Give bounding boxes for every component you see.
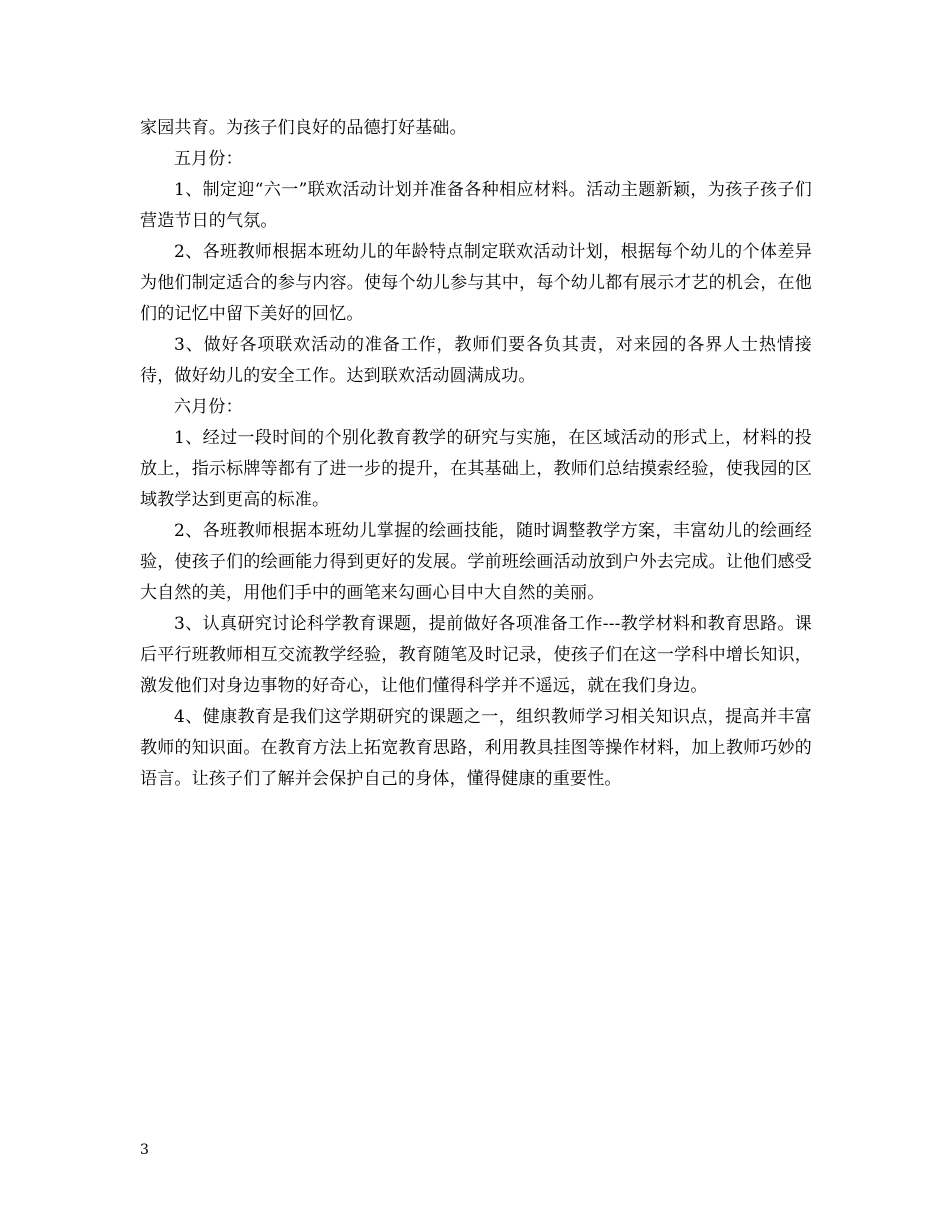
paragraph-june-1: 1、经过一段时间的个别化教育教学的研究与实施，在区域活动的形式上，材料的投放上，指示标牌等都有了进一步的提升，在其基础上，教师们总结摸索经验，使我园的区域教学达到更高的标准。 [140, 428, 812, 510]
document-body [140, 113, 812, 795]
page-number: 3 [140, 1142, 149, 1158]
heading-may: 五月份： [174, 149, 243, 169]
paragraph-may-3: 3、做好各项联欢活动的准备工作，教师们要各负其责，对来园的各界人士热情接待，做好幼儿的安全工作。达到联欢活动圆满成功。 [140, 335, 812, 386]
paragraph-june-2: 2、各班教师根据本班幼儿掌握的绘画技能，随时调整教学方案，丰富幼儿的绘画经验，使孩子们的绘画能力得到更好的发展。学前班绘画活动放到户外去完成。让他们感受大自然的美，用他们手中的画笔来勾画心目中大自然的美丽。 [140, 521, 812, 603]
paragraph-continuation: 家园共育。为孩子们良好的品德打好基础。 [140, 118, 467, 138]
paragraph-june-4: 4、健康教育是我们这学期研究的课题之一，组织教师学习相关知识点，提高并丰富教师的知识面。在教育方法上拓宽教育思路，利用教具挂图等操作材料，加上教师巧妙的语言。让孩子们了解并会保护自己的身体，懂得健康的重要性。 [140, 707, 812, 789]
paragraph-may-1: 1、制定迎“六一”联欢活动计划并准备各种相应材料。活动主题新颖，为孩子孩子们营造节日的气氛。 [140, 180, 812, 231]
paragraph-june-3: 3、认真研究讨论科学教育课题，提前做好各项准备工作---教学材料和教育思路。课后平行班教师相互交流教学经验，教育随笔及时记录，使孩子们在这一学科中增长知识，激发他们对身边事物的好奇心，让他们懂得科学并不遥远，就在我们身边。 [140, 614, 812, 696]
paragraph-may-2: 2、各班教师根据本班幼儿的年龄特点制定联欢活动计划，根据每个幼儿的个体差异为他们制定适合的参与内容。使每个幼儿参与其中，每个幼儿都有展示才艺的机会，在他们的记忆中留下美好的回忆。 [140, 242, 812, 324]
heading-june: 六月份： [174, 397, 243, 417]
